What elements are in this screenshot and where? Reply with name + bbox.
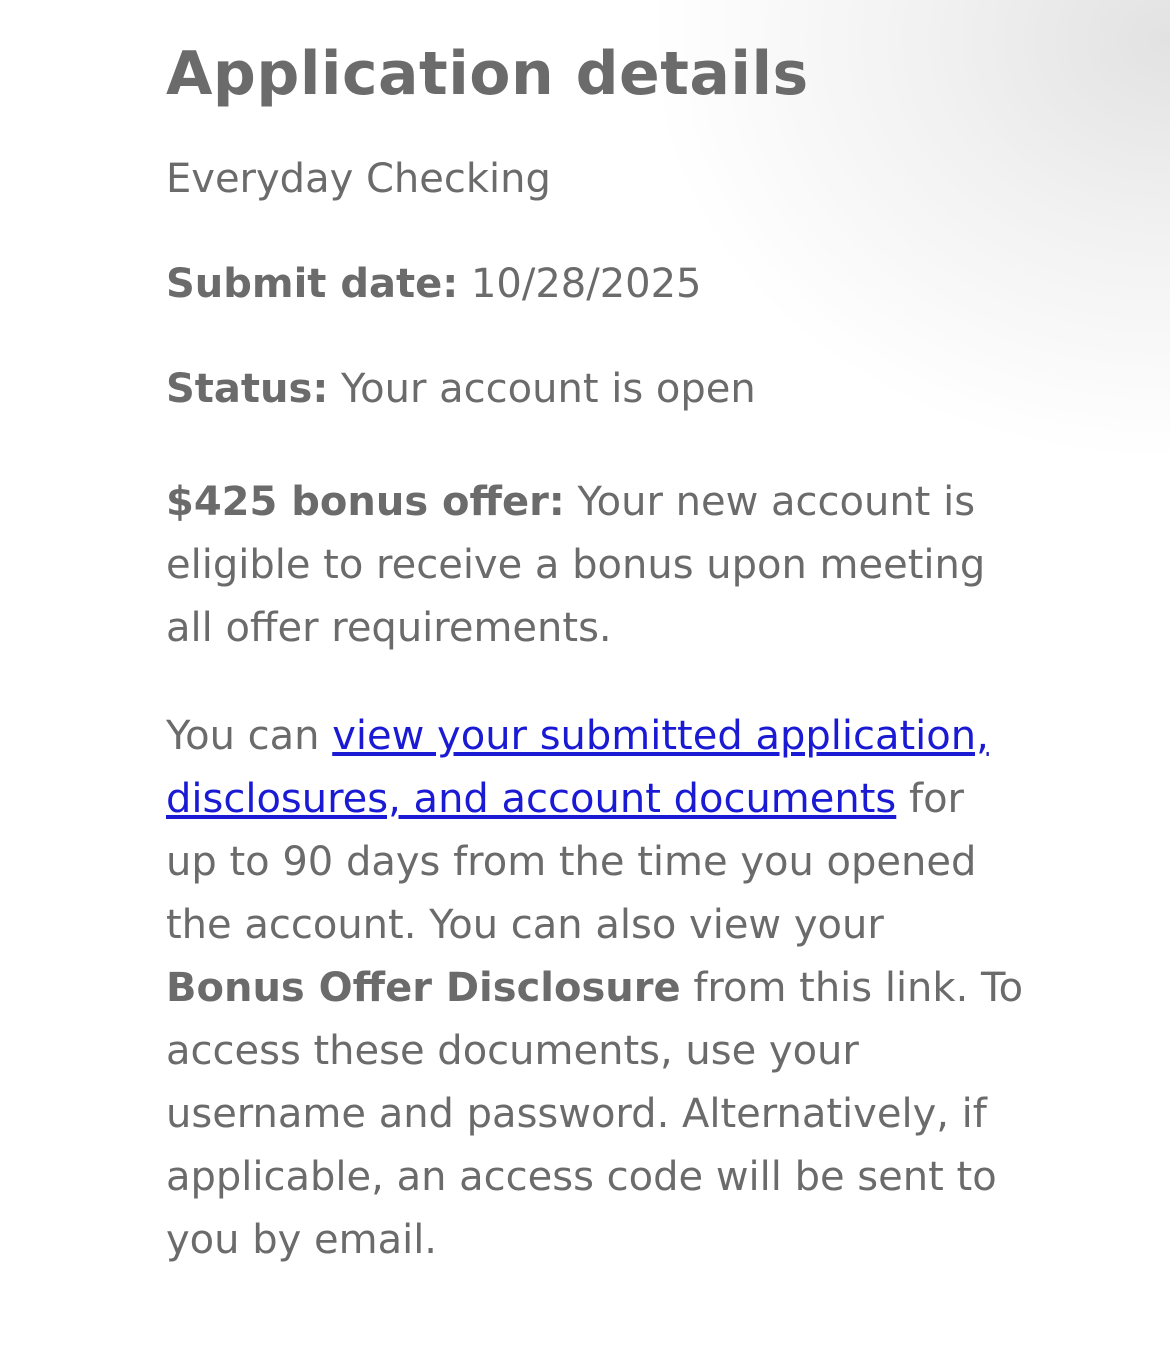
status-value: Your account is open bbox=[341, 366, 756, 412]
bonus-offer bbox=[166, 471, 1026, 660]
bonus-offer-disclosure-term: Bonus Offer Disclosure bbox=[166, 965, 681, 1011]
documents-rest: from this link. To access these documents, use your username and password. Alternatively, if applicable, an access code will be sent to you by email. bbox=[166, 965, 1024, 1263]
product-name: Everyday Checking bbox=[166, 156, 551, 202]
bonus-offer-text: Your new account is eligible to receive a bonus upon meeting all offer requirements. bbox=[166, 479, 986, 651]
submit-date-label: Submit date: bbox=[166, 261, 459, 307]
documents-after-link: for up to 90 days from the time you opened the account. You can also view your bbox=[166, 776, 977, 948]
application-details-panel bbox=[166, 0, 1026, 1272]
submit-date-value: 10/28/2025 bbox=[470, 261, 702, 307]
documents-paragraph bbox=[166, 705, 1026, 1272]
documents-intro: You can bbox=[166, 713, 320, 759]
view-documents-link[interactable]: view your submitted application, disclosures, and account documents bbox=[166, 713, 989, 822]
status-label: Status: bbox=[166, 366, 329, 412]
bonus-offer-label: $425 bonus offer: bbox=[166, 479, 565, 525]
submit-date-row bbox=[166, 259, 1026, 309]
page-title: Application details bbox=[166, 39, 809, 109]
status-row bbox=[166, 364, 1026, 414]
